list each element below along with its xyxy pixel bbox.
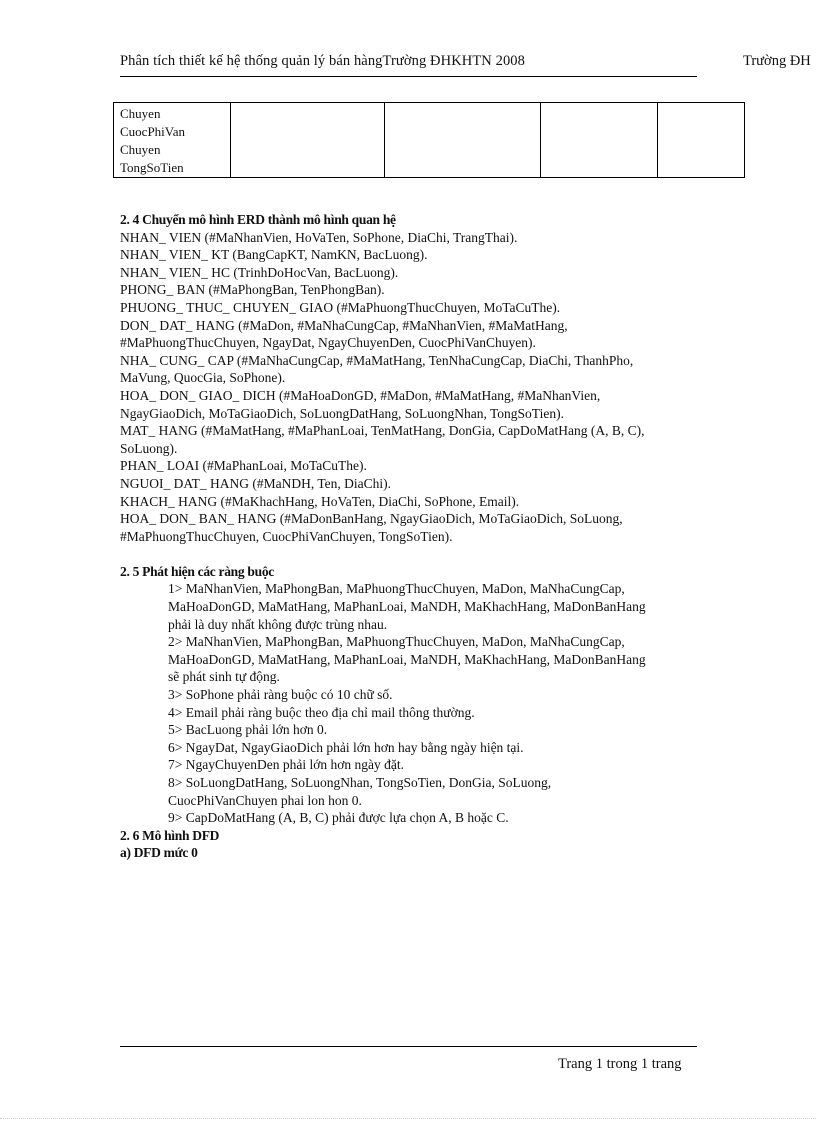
schema-line: NgayGiaoDich, MoTaGiaoDich, SoLuongDatHang, SoLuongNhan, TongSoTien). bbox=[120, 405, 564, 421]
schema-line: PHAN_ LOAI (#MaPhanLoai, MoTaCuThe). bbox=[120, 458, 367, 474]
schema-line: NHA_ CUNG_ CAP (#MaNhaCungCap, #MaMatHang, TenNhaCungCap, DiaChi, ThanhPho, bbox=[120, 352, 634, 368]
constraint-line: phải là duy nhất không được trùng nhau. bbox=[168, 616, 388, 632]
constraint-line: 6> NgayDat, NgayGiaoDich phải lớn hơn hay bằng ngày hiện tại. bbox=[168, 739, 524, 755]
constraint-line: 3> SoPhone phải ràng buộc có 10 chữ số. bbox=[168, 687, 393, 703]
constraints-list bbox=[120, 580, 720, 826]
constraint-line: 8> SoLuongDatHang, SoLuongNhan, TongSoTien, DonGia, SoLuong, bbox=[168, 775, 552, 790]
table-cell-line: Chuyen bbox=[120, 142, 161, 157]
schema-line: NHAN_ VIEN_ HC (TrinhDoHocVan, BacLuong). bbox=[120, 264, 399, 280]
section-spacer bbox=[120, 545, 720, 563]
section-heading-2-6: 2. 6 Mô hình DFD bbox=[120, 827, 220, 843]
constraint-line: 4> Email phải ràng buộc theo địa chỉ mail thông thường. bbox=[168, 704, 475, 720]
schema-line: MAT_ HANG (#MaMatHang, #MaPhanLoai, TenMatHang, DonGia, CapDoMatHang (A, B, C), bbox=[120, 423, 645, 439]
section-heading-2-4: 2. 4 Chuyển mô hình ERD thành mô hình quan hệ bbox=[120, 212, 396, 227]
schema-line: NHAN_ VIEN_ KT (BangCapKT, NamKN, BacLuong). bbox=[120, 247, 428, 263]
page-header-title: Phân tích thiết kế hệ thống quản lý bán hàngTrường ĐHKHTN 2008 bbox=[120, 53, 525, 69]
constraint-line: sẽ phát sinh tự động. bbox=[168, 669, 280, 685]
constraint-line: MaHoaDonGD, MaMatHang, MaPhanLoai, MaNDH, MaKhachHang, MaDonBanHang bbox=[168, 651, 646, 667]
schema-line: #MaPhuongThucChuyen, NgayDat, NgayChuyenDen, CuocPhiVanChuyen). bbox=[120, 335, 536, 351]
page-header-right: Trường ĐH bbox=[743, 53, 811, 69]
schema-line: SoLuong). bbox=[120, 440, 178, 456]
page-number: Trang 1 trong 1 trang bbox=[558, 1056, 682, 1072]
schema-line: NGUOI_ DAT_ HANG (#MaNDH, Ten, DiaChi). bbox=[120, 475, 392, 491]
constraint-line: 9> CapDoMatHang (A, B, C) phải được lựa chọn A, B hoặc C. bbox=[168, 810, 509, 826]
schema-line: DON_ DAT_ HANG (#MaDon, #MaNhaCungCap, #MaNhanVien, #MaMatHang, bbox=[120, 317, 568, 333]
table-cell-empty bbox=[231, 103, 385, 178]
table-cell-empty bbox=[541, 103, 658, 178]
table-cell-line: TongSoTien bbox=[120, 160, 184, 175]
subsection-heading-dfd-level-0: a) DFD mức 0 bbox=[120, 845, 198, 861]
schema-line: NHAN_ VIEN (#MaNhanVien, HoVaTen, SoPhone, DiaChi, TrangThai). bbox=[120, 229, 518, 245]
schema-line: HOA_ DON_ GIAO_ DICH (#MaHoaDonGD, #MaDon, #MaMatHang, #MaNhanVien, bbox=[120, 387, 601, 403]
table-cell-attributes bbox=[114, 103, 231, 178]
header-rule bbox=[120, 76, 697, 77]
constraint-line: 7> NgayChuyenDen phải lớn hơn ngày đặt. bbox=[168, 757, 404, 773]
table-row bbox=[114, 103, 745, 178]
constraint-line: MaHoaDonGD, MaMatHang, MaPhanLoai, MaNDH, MaKhachHang, MaDonBanHang bbox=[168, 599, 646, 615]
constraint-line: 5> BacLuong phải lớn hơn 0. bbox=[168, 722, 328, 738]
table-cell-empty bbox=[658, 103, 745, 178]
page-edge-divider bbox=[0, 1118, 816, 1119]
table-cell-empty bbox=[385, 103, 541, 178]
schema-line: MaVung, QuocGia, SoPhone). bbox=[120, 370, 286, 386]
section-heading-2-5: 2. 5 Phát hiện các ràng buộc bbox=[120, 563, 274, 579]
schema-line: HOA_ DON_ BAN_ HANG (#MaDonBanHang, NgayGiaoDich, MoTaGiaoDich, SoLuong, bbox=[120, 511, 623, 527]
schema-line: PHONG_ BAN (#MaPhongBan, TenPhongBan). bbox=[120, 282, 385, 298]
constraint-line: 1> MaNhanVien, MaPhongBan, MaPhuongThucChuyen, MaDon, MaNhaCungCap, bbox=[168, 581, 625, 597]
constraint-line: 2> MaNhanVien, MaPhongBan, MaPhuongThucChuyen, MaDon, MaNhaCungCap, bbox=[168, 634, 625, 650]
document-body bbox=[120, 211, 720, 862]
constraint-line: CuocPhiVanChuyen phai lon hon 0. bbox=[168, 792, 362, 808]
attribute-table-fragment bbox=[113, 102, 745, 178]
schema-line: KHACH_ HANG (#MaKhachHang, HoVaTen, DiaChi, SoPhone, Email). bbox=[120, 493, 520, 509]
schema-line: #MaPhuongThucChuyen, CuocPhiVanChuyen, TongSoTien). bbox=[120, 528, 453, 544]
table-cell-line: Chuyen bbox=[120, 106, 161, 121]
schema-line: PHUONG_ THUC_ CHUYEN_ GIAO (#MaPhuongThucChuyen, MoTaCuThe). bbox=[120, 299, 561, 315]
table-cell-line: CuocPhiVan bbox=[120, 124, 185, 139]
footer-rule bbox=[120, 1046, 697, 1047]
relational-schema-list bbox=[120, 229, 720, 546]
